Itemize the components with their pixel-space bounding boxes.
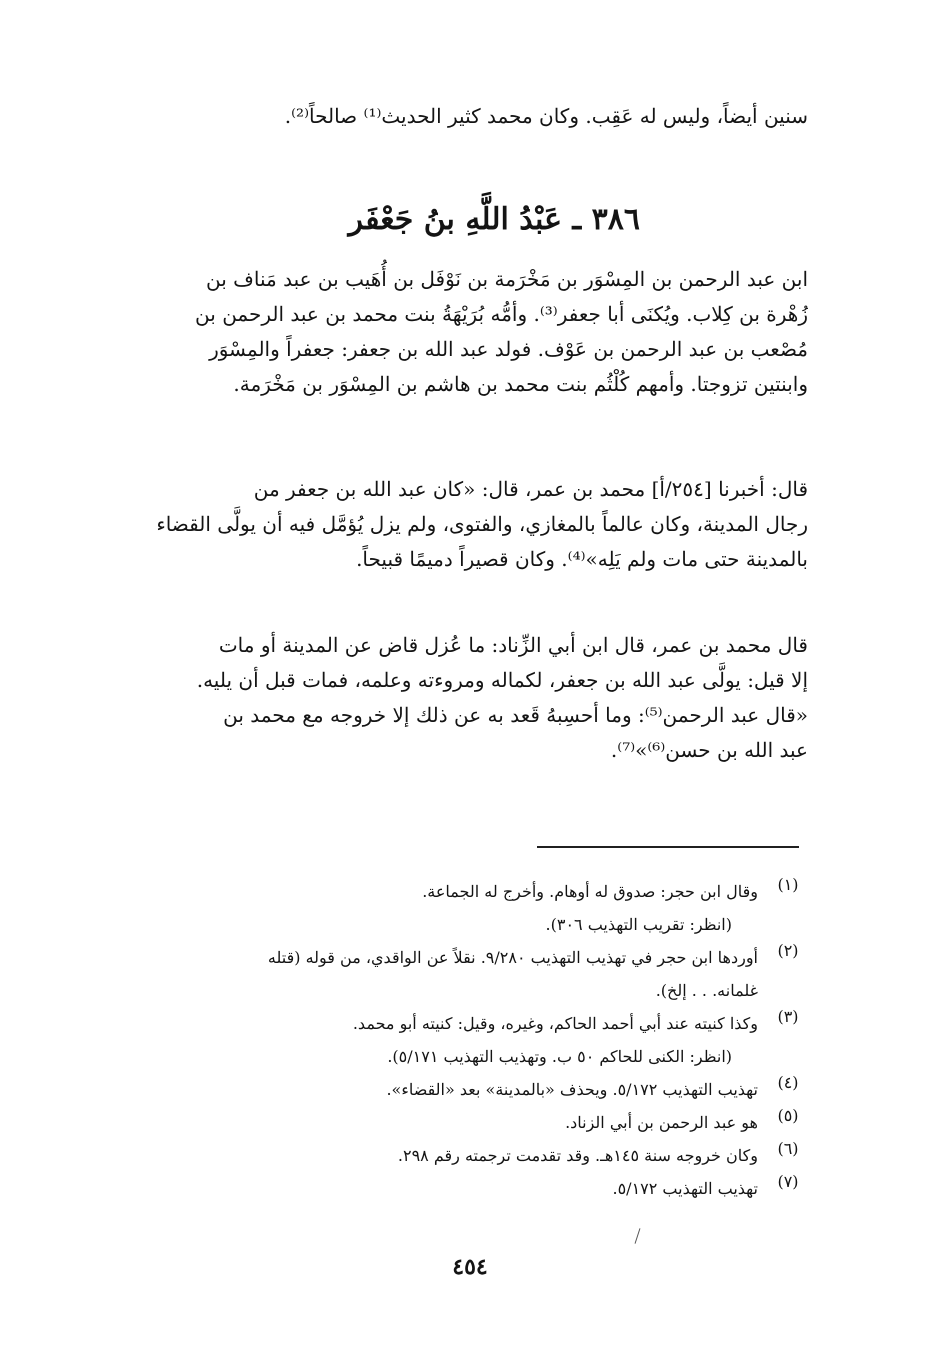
text-line: «قال عبد الرحمن⁽⁵⁾: وما أحسِبهُ قَعد به عن ذلك إلا خروجه مع محمد بن	[223, 703, 808, 727]
text-line: قال محمد بن عمر، قال ابن أبي الزِّناد: ما عُزل قاض عن المدينة أو مات	[218, 633, 808, 657]
text-line: زُهْرة بن كِلاب. ويُكنَى أبا جعفر⁽³⁾. وأمُّه بُرَيْهَةُ بنت محمد بن عبد الرحمن بن	[195, 302, 808, 326]
text-line: وابنتين تزوجتا. وأمهم كُلْثُم بنت محمد بن هاشم بن المِسْوَر بن مَخْرَمة.	[233, 372, 808, 396]
text-line: ابن عبد الرحمن بن المِسْوَر بن مَخْرَمة بن نَوْفَل بن أُهَيب بن عبد مَناف بن	[206, 267, 808, 291]
footnote-text: وقال ابن حجر: صدوق له أوهام. وأخرج له الجماعة.	[422, 882, 758, 901]
footnote-divider	[537, 846, 799, 848]
text-line: قال: أخبرنا [٢٥٤/أ] محمد بن عمر، قال: «كان عبد الله بن جعفر من	[253, 477, 808, 501]
footnote-number: (٧)	[777, 1172, 799, 1191]
entry-title: ٣٨٦ ـ عَبْدُ اللَّهِ بنُ جَعْفَر	[348, 202, 640, 237]
footnote-number: (٤)	[777, 1073, 799, 1092]
footnote-number: (١)	[777, 875, 799, 894]
footnote-number: (٢)	[777, 941, 799, 960]
page-number: ٤٥٤	[452, 1254, 488, 1280]
footnote-2	[118, 941, 808, 1007]
text-line: عبد الله بن حسن⁽⁶⁾»⁽⁷⁾.	[610, 738, 808, 762]
footnote-text: أوردها ابن حجر في تهذيب التهذيب ٩/٢٨٠. نقلاً عن الواقدي، من قوله (قتله	[267, 948, 758, 967]
footnote-number: (٦)	[777, 1139, 799, 1158]
footnote-4	[118, 1073, 808, 1106]
text-line: إلا قيل: يولَّى عبد الله بن جعفر، لكماله ومروءته وعلمه، فمات قبل أن يليه.	[196, 668, 808, 692]
footnote-number: (٣)	[777, 1007, 799, 1026]
footnote-text: وكذا كنيته عند أبي أحمد الحاكم، وغيره، وقيل: كنيته أبو محمد.	[352, 1014, 758, 1033]
text-line: بالمدينة حتى مات ولم يَلِه»⁽⁴⁾. وكان قصيراً دميمًا قبيحاً.	[356, 547, 808, 571]
opening-line: سنين أيضاً، وليس له عَقِب. وكان محمد كثير الحديث⁽¹⁾ صالحاً⁽²⁾.	[284, 104, 808, 128]
text-line: رجال المدينة، وكان عالماً بالمغازي، والفتوى، ولم يزل يُؤمَّل فيه أن يولَّى القضاء	[156, 512, 808, 536]
footnote-text: (انظر: تقريب التهذيب ٣٠٦).	[545, 915, 732, 934]
footnote-3	[118, 1007, 808, 1073]
footnote-5	[118, 1106, 808, 1139]
text-line: مُصْعب بن عبد الرحمن بن عَوْف. فولد عبد الله بن جعفر: جعفراً والمِسْوَر	[209, 337, 808, 361]
footnote-6	[118, 1139, 808, 1172]
footnotes	[118, 875, 808, 1205]
footnote-text: تهذيب التهذيب ٥/١٧٢.	[612, 1179, 758, 1198]
paragraph-zinad	[128, 628, 808, 768]
paragraph-lineage	[128, 262, 808, 402]
footnote-7	[118, 1172, 808, 1205]
paragraph-narration	[128, 472, 808, 577]
footnote-text: وكان خروجه سنة ١٤٥هـ. وقد تقدمت ترجمته رقم ٢٩٨.	[397, 1146, 758, 1165]
footnote-text: تهذيب التهذيب ٥/١٧٢. ويحذف «بالمدينة» بعد «القضاء».	[386, 1080, 758, 1099]
footnote-text: غلمانه. . . إلخ).	[655, 981, 758, 1000]
footnote-text: (انظر: الكنى للحاكم ٥٠ ب. وتهذيب التهذيب ٥/١٧١).	[387, 1047, 732, 1066]
stray-pen-mark	[635, 1228, 641, 1244]
footnote-number: (٥)	[777, 1106, 799, 1125]
footnote-text: هو عبد الرحمن بن أبي الزناد.	[565, 1113, 758, 1132]
footnote-1	[118, 875, 808, 941]
